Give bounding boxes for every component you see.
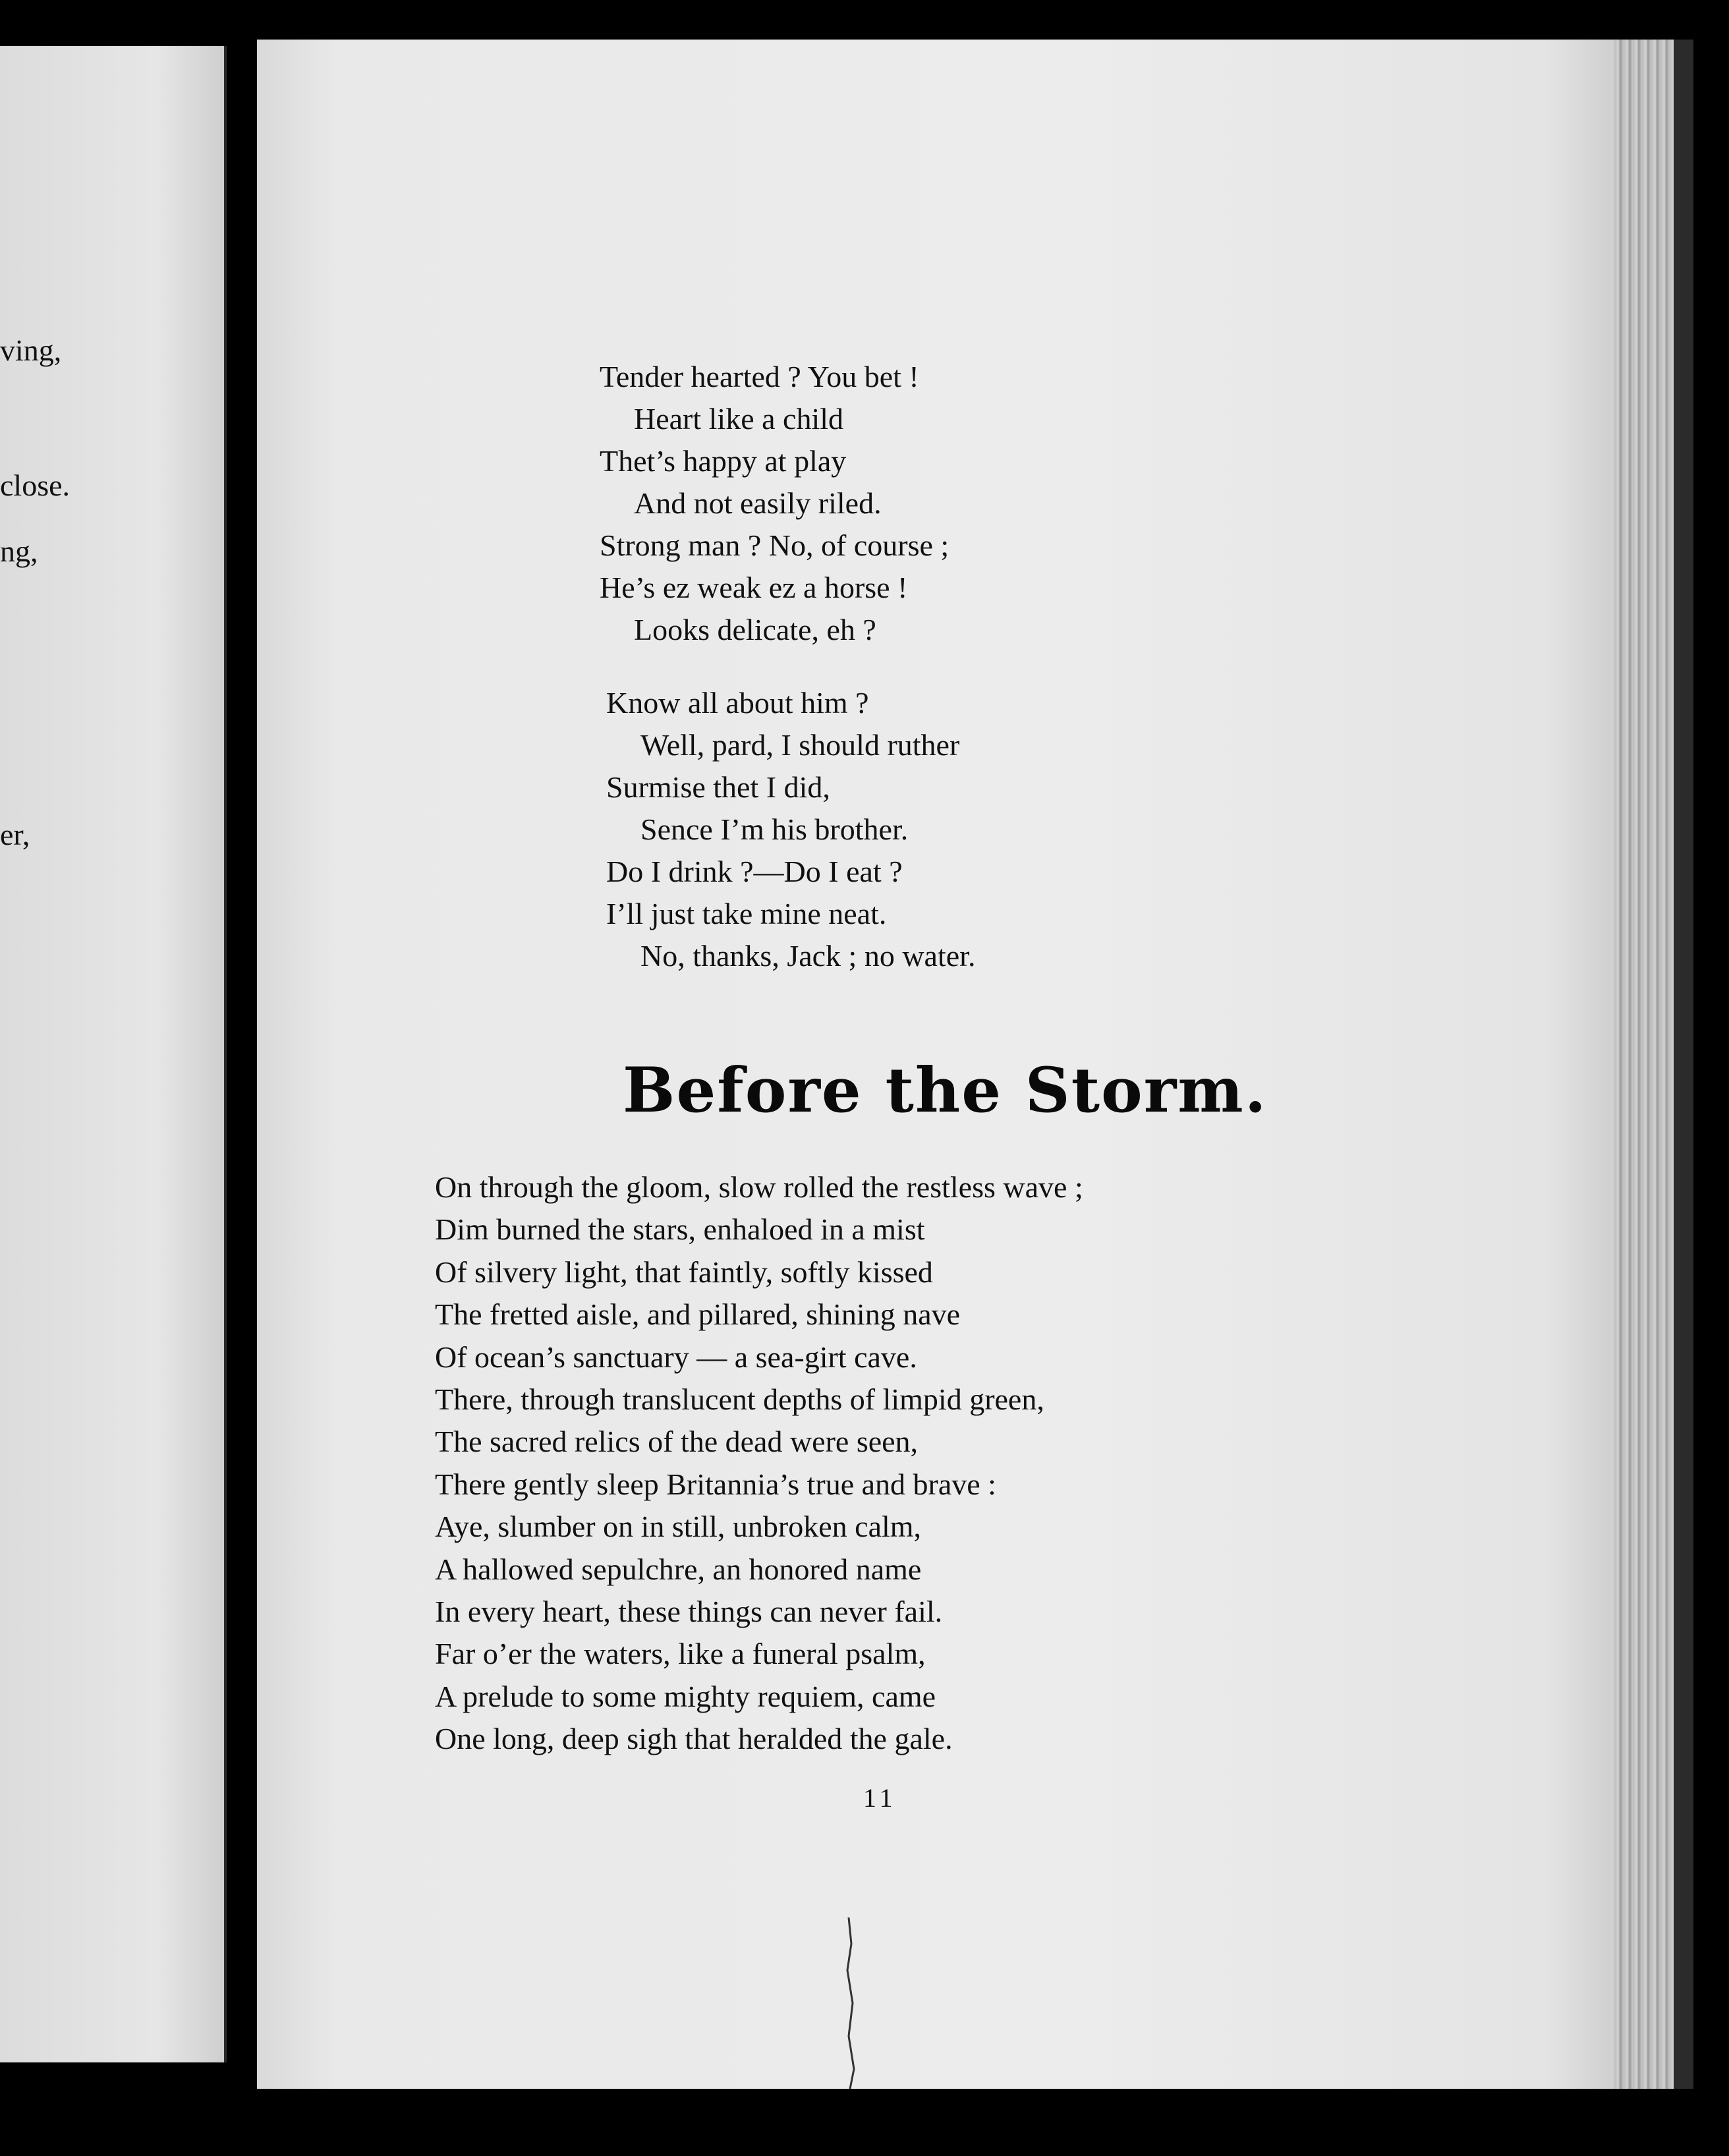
verse-line: Do I drink ?—Do I eat ? [606, 855, 903, 888]
page-edge-stack [1614, 40, 1674, 2089]
verse-line: Thet’s happy at play [600, 444, 847, 478]
verse-line: A prelude to some mighty requiem, came [435, 1679, 936, 1713]
left-page-fragment: er, [0, 818, 30, 851]
poem-before-the-storm [435, 1166, 1083, 1761]
verse-line: Surmise thet I did, [606, 770, 830, 804]
poem-title: Before the Storm. [623, 1054, 1268, 1127]
verse-line: Know all about him ? [606, 686, 869, 720]
verse-line: Heart like a child [634, 402, 844, 436]
verse-line: I’ll just take mine neat. [606, 897, 887, 930]
verse-line: He’s ez weak ez a horse ! [600, 571, 908, 604]
verse-line: Well, pard, I should ruther [640, 728, 960, 762]
verse-line: Of ocean’s sanctuary — a sea-girt cave. [435, 1340, 917, 1374]
verse-line: Strong man ? No, of course ; [600, 528, 950, 562]
page-number: 11 [863, 1783, 897, 1813]
verse-line: No, thanks, Jack ; no water. [640, 939, 976, 973]
verse-line: There, through translucent depths of limpid green, [435, 1382, 1044, 1417]
verse-line: In every heart, these things can never fail. [435, 1595, 943, 1629]
verse-line: Looks delicate, eh ? [634, 613, 876, 646]
poem-stanza-1 [600, 356, 949, 651]
verse-line: And not easily riled. [634, 486, 882, 520]
verse-line: On through the gloom, slow rolled the restless wave ; [435, 1170, 1083, 1204]
verse-line: Sence I’m his brother. [640, 812, 909, 846]
verse-line: Tender hearted ? You bet ! [600, 360, 919, 393]
verse-line: A hallowed sepulchre, an honored name [435, 1552, 922, 1586]
left-page-fragment: ng, [0, 534, 38, 568]
left-page-fragment: close. [0, 468, 71, 502]
verse-line: Of silvery light, that faintly, softly kissed [435, 1255, 933, 1289]
verse-line: The fretted aisle, and pillared, shining nave [435, 1297, 961, 1332]
verse-line: Aye, slumber on in still, unbroken calm, [435, 1510, 922, 1544]
verse-line: The sacred relics of the dead were seen, [435, 1425, 919, 1459]
paper-crease-mark [837, 1917, 863, 2089]
verse-line: There gently sleep Britannia’s true and brave : [435, 1467, 996, 1501]
page-edge-shadow [1674, 40, 1693, 2089]
left-page-fragment: ving, [0, 333, 62, 367]
left-facing-page [0, 46, 227, 2062]
verse-line: One long, deep sigh that heralded the gale. [435, 1722, 953, 1756]
verse-line: Dim burned the stars, enhaloed in a mist [435, 1212, 925, 1247]
poem-stanza-2 [606, 682, 975, 977]
verse-line: Far o’er the waters, like a funeral psalm, [435, 1637, 926, 1671]
